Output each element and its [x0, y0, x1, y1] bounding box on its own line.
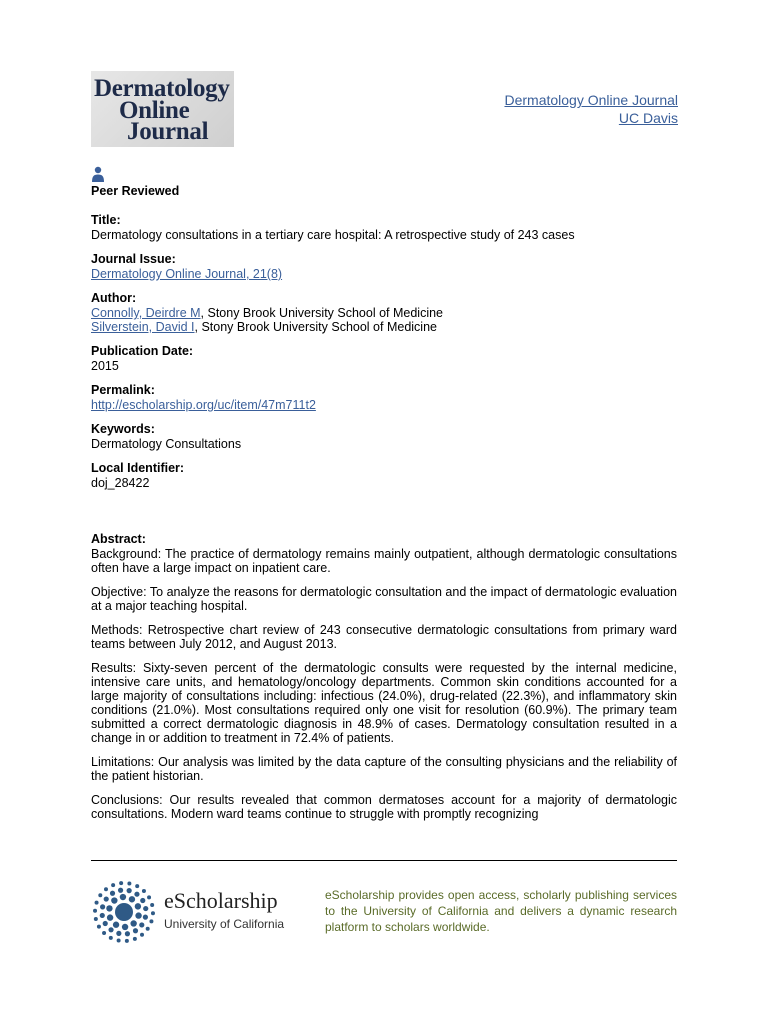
- campus-link[interactable]: UC Davis: [618, 110, 678, 126]
- author-entry: [91, 320, 677, 334]
- logo-line-1: Dermatology: [94, 75, 230, 102]
- title-label: Title:: [91, 213, 121, 227]
- date-field: [91, 343, 677, 373]
- local-id-field: [91, 460, 677, 490]
- abstract-paragraph: Results: Sixty-seven percent of the dermatologic consults were requested by the internal medicine, intensive care units, and hematology/oncology departments. Common skin conditions accounted for a large majority of consultations including: infectious (24.0%), drug-related (22.3%), and inflammatory skin conditions (21.0%). Most consultations required only one visit for resolution (60.9%). The primary team submitted a correct dermatologic diagnosis in 48.9% of cases. Dermatology consultation resulted in a change in or addition to treatment in 72.4% of patients.: [91, 661, 677, 745]
- title-field: [91, 212, 677, 242]
- journal-link[interactable]: Dermatology Online Journal: [504, 92, 678, 108]
- author-affiliation: , Stony Brook University School of Medicine: [200, 306, 443, 320]
- author-entry: [91, 306, 677, 320]
- escholarship-logo-icon: [92, 880, 156, 944]
- abstract-paragraph: Conclusions: Our results revealed that common dermatoses account for a majority of dermatologic consultations. Modern ward teams continue to struggle with promptly recognizing: [91, 793, 677, 821]
- issue-label: Journal Issue:: [91, 252, 176, 266]
- keywords-label: Keywords:: [91, 422, 155, 436]
- abstract-paragraph: Objective: To analyze the reasons for dermatologic consultation and the impact of dermatologic evaluation at a major teaching hospital.: [91, 585, 677, 613]
- author-link[interactable]: Silverstein, David I: [91, 320, 195, 334]
- title-value: Dermatology consultations in a tertiary care hospital: A retrospective study of 243 cases: [91, 228, 575, 242]
- journal-logo: [91, 71, 234, 147]
- permalink-link[interactable]: http://escholarship.org/uc/item/47m711t2: [91, 398, 316, 412]
- author-affiliation: , Stony Brook University School of Medicine: [194, 320, 437, 334]
- metadata-section: [91, 212, 677, 499]
- author-link[interactable]: Connolly, Deirdre M: [91, 306, 201, 320]
- escholarship-subtitle: University of California: [164, 917, 285, 931]
- issue-field: [91, 251, 677, 281]
- author-field: [91, 290, 677, 334]
- logo-line-2: Online: [119, 97, 190, 124]
- keywords-field: [91, 421, 677, 451]
- abstract-label: Abstract:: [91, 532, 146, 546]
- permalink-field: [91, 382, 677, 412]
- date-label: Publication Date:: [91, 344, 194, 358]
- date-value: 2015: [91, 359, 119, 373]
- escholarship-brand: eScholarship: [164, 888, 278, 913]
- footer-divider: [91, 860, 677, 861]
- abstract-section: [91, 531, 677, 831]
- local-id-value: doj_28422: [91, 476, 150, 490]
- escholarship-description: eScholarship provides open access, scholarly publishing services to the University of California and delivers a dynamic research platform to scholars worldwide.: [325, 888, 677, 934]
- person-icon: [91, 166, 105, 182]
- author-label: Author:: [91, 291, 137, 305]
- issue-link[interactable]: Dermatology Online Journal, 21(8): [91, 267, 283, 281]
- keywords-value: Dermatology Consultations: [91, 437, 242, 451]
- permalink-label: Permalink:: [91, 383, 155, 397]
- local-id-label: Local Identifier:: [91, 461, 185, 475]
- abstract-paragraph: Methods: Retrospective chart review of 243 consecutive dermatologic consultations from primary ward teams between July 2012, and August 2013.: [91, 623, 677, 651]
- peer-reviewed-label: Peer Reviewed: [91, 184, 180, 198]
- header-links: [504, 91, 678, 127]
- peer-reviewed-block: [91, 166, 179, 198]
- abstract-paragraph: Background: The practice of dermatology remains mainly outpatient, although dermatologic consultations often have a large impact on inpatient care.: [91, 547, 677, 575]
- logo-line-3: Journal: [127, 118, 209, 145]
- abstract-paragraph: Limitations: Our analysis was limited by the data capture of the consulting physicians and the reliability of the patient historian.: [91, 755, 677, 783]
